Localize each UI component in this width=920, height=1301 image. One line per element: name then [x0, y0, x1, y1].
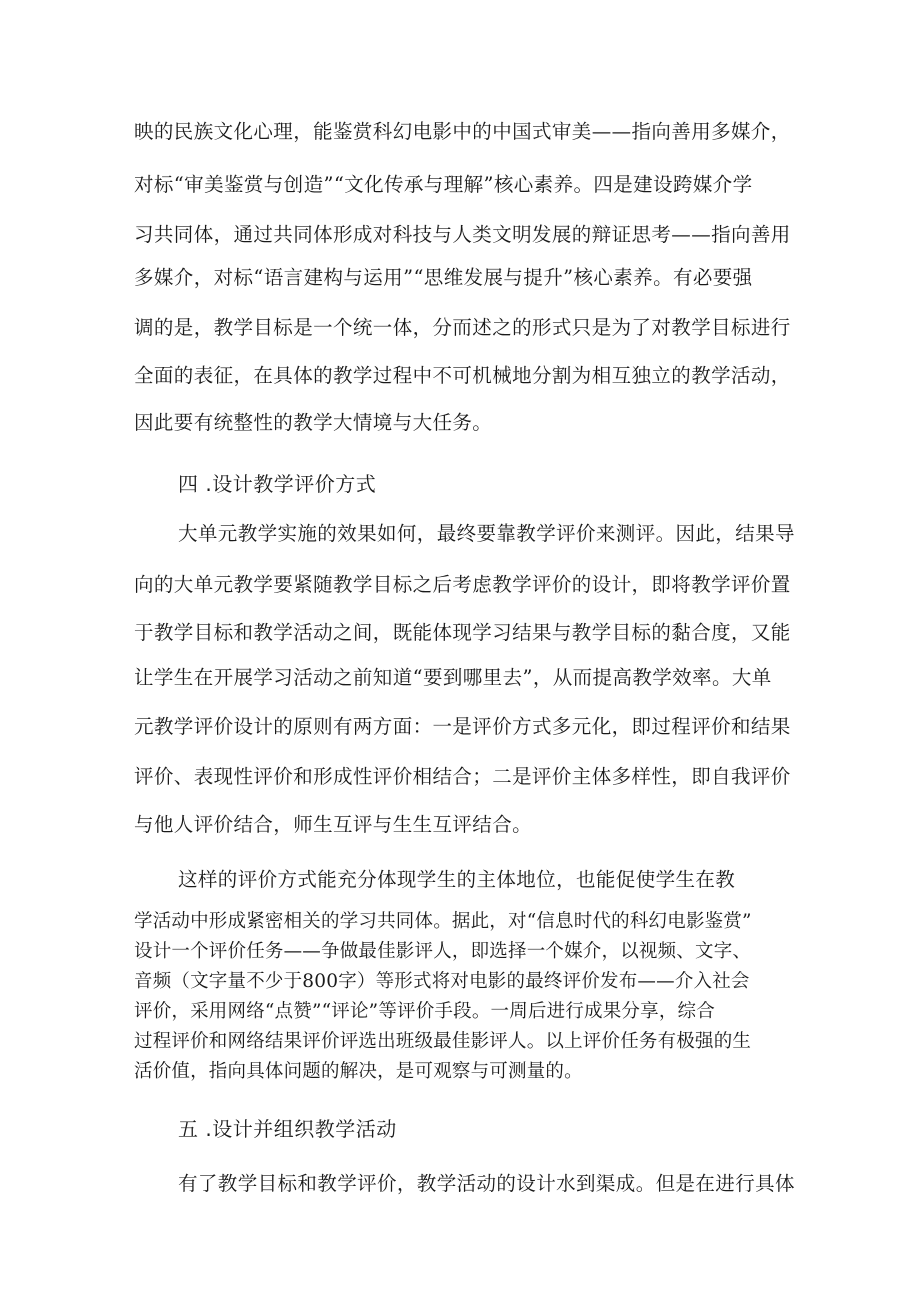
body-text-line: 调的是，教学目标是一个统一体，分而述之的形式只是为了对教学目标进行	[134, 316, 791, 339]
body-text-line: 有了教学目标和教学评价，教学活动的设计水到渠成。但是在进行具体	[178, 1172, 795, 1195]
body-text-line: 让学生在开展学习活动之前知道“要到哪里去”，从而提高教学效率。大单	[134, 666, 772, 689]
body-text-line: 设计一个评价任务——争做最佳影评人，即选择一个媒介，以视频、文字、	[134, 941, 752, 962]
body-text-line: 过程评价和网络结果评价评选出班级最佳影评人。以上评价任务有极强的生	[134, 1031, 752, 1052]
body-text-line: 于教学目标和教学活动之间，既能体现学习结果与教学目标的黏合度，又能	[134, 621, 791, 644]
body-text-line: 评价、表现性评价和形成性评价相结合；二是评价主体多样性，即自我评价	[134, 765, 791, 788]
body-text-line: 全面的表征，在具体的教学过程中不可机械地分割为相互独立的教学活动，	[134, 364, 791, 387]
section-heading: 五 .设计并组织教学活动	[178, 1117, 397, 1141]
body-text-line: 与他人评价结合，师生互评与生生互评结合。	[134, 813, 533, 836]
body-text-line: 因此要有统整性的教学大情境与大任务。	[134, 411, 493, 434]
body-text-line: 学活动中形成紧密相关的学习共同体。据此，对“信息时代的科幻电影鉴赏”	[134, 911, 752, 932]
body-text-line: 习共同体，通过共同体形成对科技与人类文明发展的辩证思考——指向善用	[134, 223, 791, 246]
body-text-line: 向的大单元教学要紧随教学目标之后考虑教学评价的设计，即将教学评价置	[134, 573, 791, 596]
body-text-line: 对标“审美鉴赏与创造”“文化传承与理解”核心素养。四是建设跨媒介学	[134, 173, 753, 196]
body-text-line: 评价，采用网络“点赞”“评论”等评价手段。一周后进行成果分享，综合	[134, 1001, 715, 1022]
body-text-line: 音频（文字量不少于800字）等形式将对电影的最终评价发布——介入社会	[134, 971, 750, 992]
body-text-line: 元教学评价设计的原则有两方面：一是评价方式多元化，即过程评价和结果	[134, 715, 791, 738]
body-text-line: 活价值，指向具体问题的解决，是可观察与可测量的。	[134, 1061, 583, 1082]
body-text-line: 多媒介，对标“语言建构与运用”“思维发展与提升”核心素养。有必要强	[134, 266, 753, 289]
body-text-line: 映的民族文化心理，能鉴赏科幻电影中的中国式审美——指向善用多媒介，	[134, 120, 791, 143]
body-text-line: 大单元教学实施的效果如何，最终要靠教学评价来测评。因此，结果导	[178, 522, 795, 545]
body-text-line: 这样的评价方式能充分体现学生的主体地位，也能促使学生在教	[178, 868, 736, 891]
section-heading: 四 .设计教学评价方式	[178, 472, 377, 496]
